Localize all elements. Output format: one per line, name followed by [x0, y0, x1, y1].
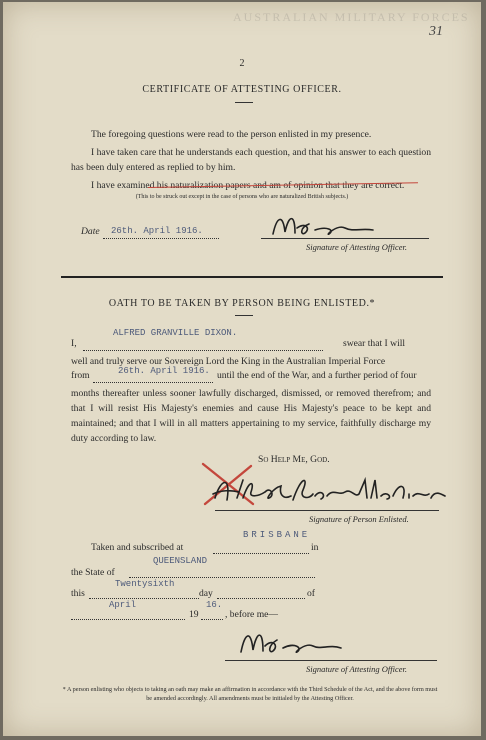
- date-value: 26th. April 1916.: [111, 226, 203, 236]
- state-line: [129, 577, 315, 578]
- oath-from-label: from: [71, 370, 90, 381]
- oath-line-2: well and truly serve our Sovereign Lord the King in the Australian Imperial Force: [71, 356, 386, 367]
- state-queensland: QUEENSLAND: [153, 556, 208, 566]
- state-label: the State of: [71, 567, 115, 578]
- day-value: Twentysixth: [115, 579, 175, 589]
- certificate-para-1: The foregoing questions were read to the person enlisted in my presence.: [91, 129, 372, 140]
- day-line: [89, 598, 199, 599]
- month-line: [71, 619, 185, 620]
- from-date-line: [93, 382, 213, 383]
- enlistee-signature-line: [215, 510, 439, 511]
- document-page: [3, 2, 481, 736]
- footnote: * A person enlisting who objects to taking an oath may make an affirmation in accordance with the Third Schedule of the Act, and the above form must be amended accordingly. All amendments must be initialed by the Attesting Officer.: [62, 686, 438, 702]
- section-divider: [61, 276, 443, 278]
- oath-heading-rule: [235, 315, 253, 316]
- signature-line-1: [261, 238, 429, 239]
- oath-from-date: 26th. April 1916.: [118, 366, 210, 376]
- before-me-label: , before me—: [225, 609, 279, 620]
- certificate-heading: CERTIFICATE OF ATTESTING OFFICER.: [142, 84, 342, 95]
- signature-caption-2: Signature of Attesting Officer.: [306, 664, 408, 674]
- oath-swear: swear that I will: [343, 338, 406, 349]
- heading-rule: [235, 102, 253, 103]
- oath-line-3-rest: until the end of the War, and a further period of four: [217, 370, 417, 381]
- so-help-me-god: So Help Me, God.: [258, 454, 330, 465]
- taken-subscribed-label: Taken and subscribed at: [91, 542, 184, 553]
- this-label: this: [71, 588, 85, 599]
- in-label: in: [311, 542, 319, 553]
- page-number: 2: [239, 58, 245, 69]
- oath-i-label: I,: [71, 338, 77, 349]
- date-line: [103, 238, 219, 239]
- bleed-through-text: AUSTRALIAN MILITARY FORCES: [233, 10, 470, 24]
- signature-caption-1: Signature of Attesting Officer.: [306, 242, 408, 252]
- enlistee-signature-caption: Signature of Person Enlisted.: [309, 514, 409, 524]
- date-label: Date: [81, 226, 100, 237]
- naturalization-note: (This to be struck out except in the case of persons who are naturalized British subjects.): [135, 194, 349, 200]
- oath-heading: OATH TO BE TAKEN BY PERSON BEING ENLISTED.*: [108, 298, 376, 309]
- enlistee-name: ALFRED GRANVILLE DIXON.: [113, 328, 238, 338]
- signature-line-2: [225, 660, 437, 661]
- corner-folio-number: 31: [429, 24, 443, 39]
- place-line: [213, 553, 309, 554]
- certificate-para-2: I have taken care that he understands each question, and that his answer to each question has been duly entered as replied to by him.: [71, 147, 431, 173]
- year-label: 19: [189, 609, 199, 620]
- month-april: April: [109, 600, 137, 610]
- enlistee-signature: [209, 472, 449, 510]
- name-line: [83, 350, 323, 351]
- year-suffix: 16.: [206, 600, 223, 610]
- of-label: of: [307, 588, 315, 599]
- attesting-officer-signature-2: [231, 620, 361, 660]
- attesting-officer-signature-1: [265, 206, 395, 242]
- day-label: day: [199, 588, 213, 599]
- certificate-para-3: I have examined his naturalization papers and am of opinion that they are correct.: [91, 180, 405, 191]
- year-line: [201, 619, 223, 620]
- place-brisbane: BRISBANE: [243, 530, 311, 540]
- oath-body: months thereafter unless sooner lawfully discharged, dismissed, or removed therefrom; and that I will resist His Majesty's enemies and cause His Majesty's peace to be kept and maintained; and that I will in all matters appertaining to my service, faithfully discharge my duty according to law.: [71, 388, 431, 444]
- of-line: [217, 598, 305, 599]
